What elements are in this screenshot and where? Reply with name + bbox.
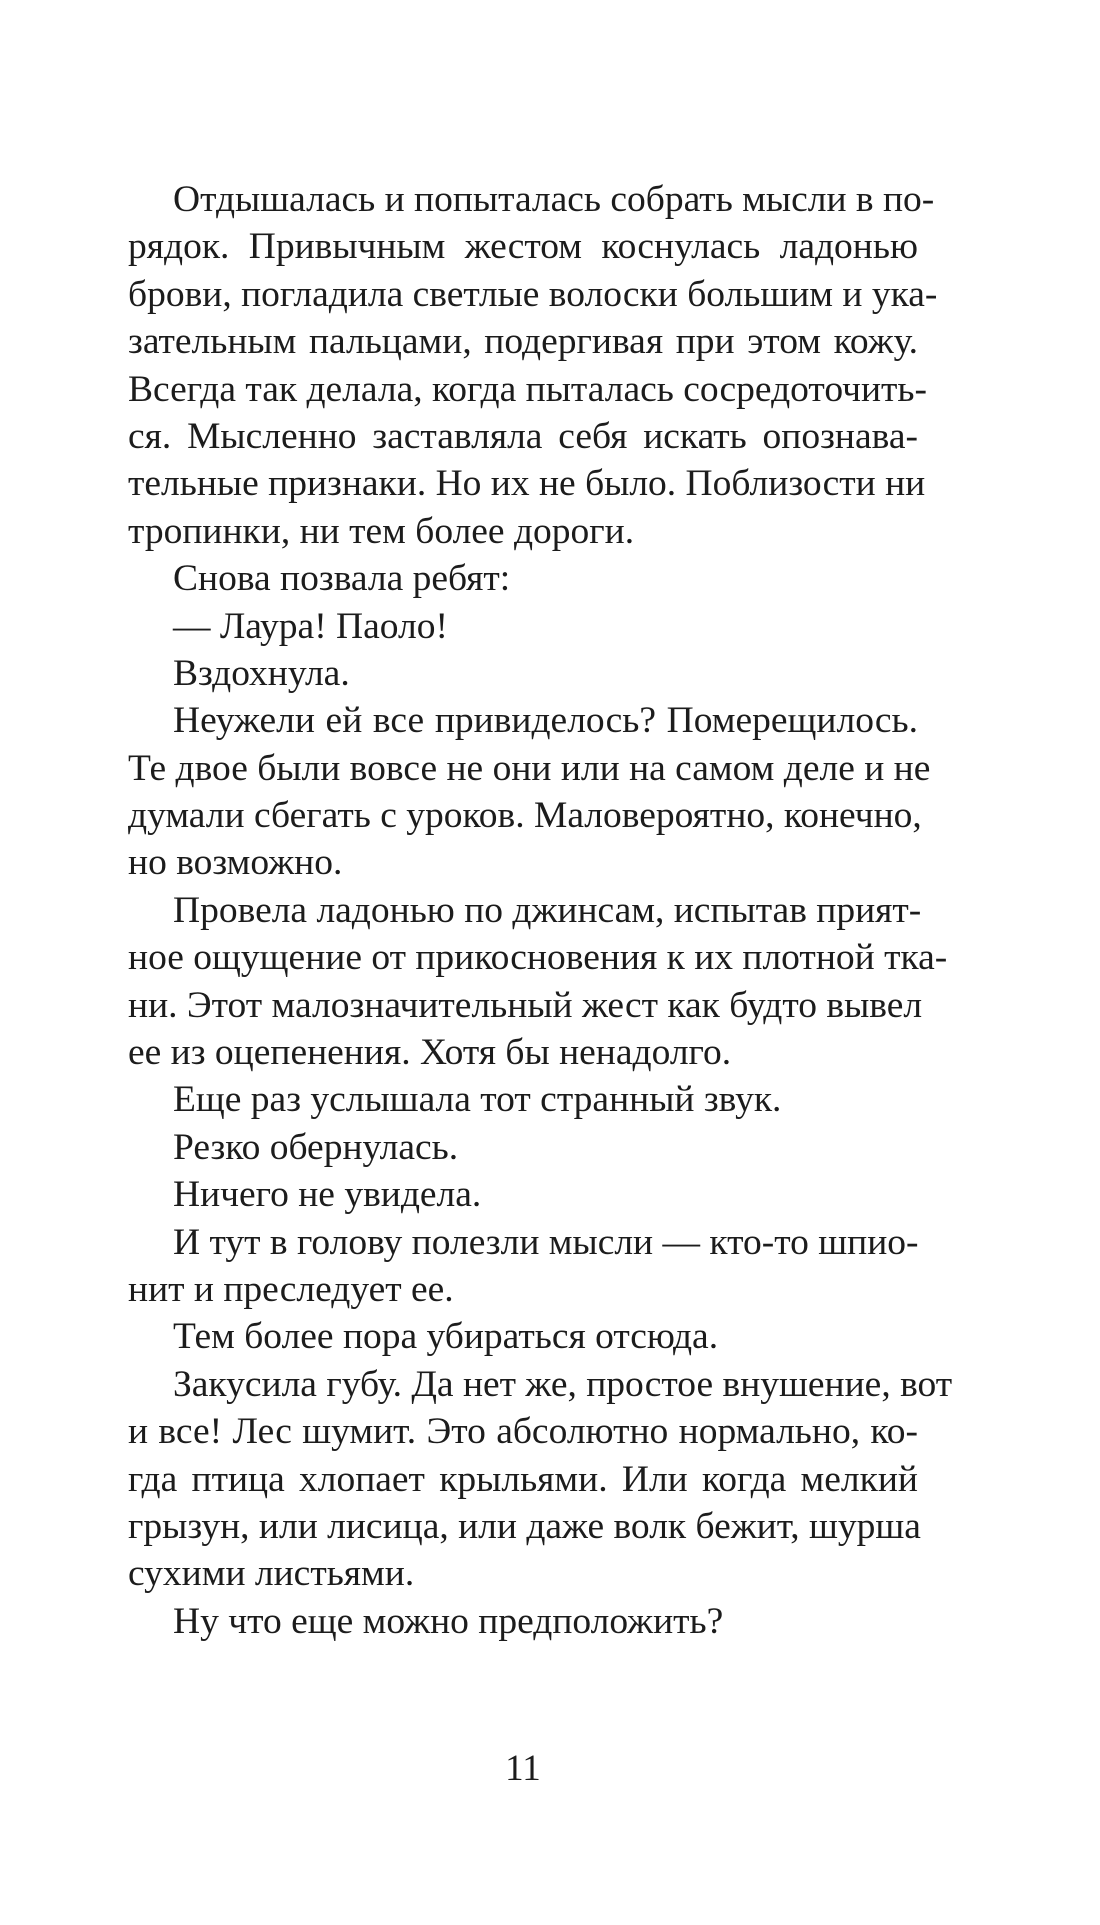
text-line: ное ощущение от прикосновения к их плотной тка- <box>128 937 948 979</box>
page-number: 11 <box>505 1748 541 1789</box>
text-line: сухими листьями. <box>128 1553 415 1595</box>
text-line: Вздохнула. <box>173 652 350 694</box>
text-line: Резко обернулась. <box>173 1126 459 1168</box>
text-line: Отдышалась и попыталась собрать мысли в по- <box>173 179 935 220</box>
text-line: ее из оцепенения. Хотя бы ненадолго. <box>128 1032 732 1074</box>
text-line: И тут в голову полезли мысли — кто-то шпио- <box>173 1221 919 1263</box>
text-line: Снова позвала ребят: <box>173 558 511 600</box>
text-line: грызун, или лисица, или даже волк бежит, шурша <box>128 1505 921 1547</box>
text-line: Неужели ей все привиделось? Померещилось. <box>173 700 918 742</box>
text-line: Ну что еще можно предположить? <box>173 1600 724 1642</box>
text-line: нит и преследует ее. <box>128 1268 454 1310</box>
text-line: тропинки, ни тем более дороги. <box>128 510 635 552</box>
text-line: Те двое были вовсе не они или на самом деле и не <box>128 747 931 789</box>
text-line: и все! Лес шумит. Это абсолютно нормально, ко- <box>128 1411 918 1453</box>
text-line: но возможно. <box>128 842 343 884</box>
text-line: — Лаура! Паоло! <box>173 605 448 647</box>
text-line: Тем более пора убираться отсюда. <box>173 1316 719 1358</box>
book-page <box>128 0 953 1925</box>
text-line: гда птица хлопает крыльями. Или когда мелкий <box>128 1458 918 1500</box>
text-line: тельные признаки. Но их не было. Поблизости ни <box>128 463 926 505</box>
text-line: Ничего не увидела. <box>173 1174 482 1216</box>
text-line: рядок. Привычным жестом коснулась ладонью <box>128 226 918 268</box>
text-line: ся. Мысленно заставляла себя искать опознава- <box>128 415 918 457</box>
text-line: ни. Этот малозначительный жест как будто вывел <box>128 984 923 1026</box>
body-text <box>128 176 953 1645</box>
text-line: Провела ладонью по джинсам, испытав прият- <box>173 889 922 931</box>
text-line: думали сбегать с уроков. Маловероятно, конечно, <box>128 795 922 837</box>
text-line: Закусила губу. Да нет же, простое внушение, вот <box>173 1363 953 1405</box>
text-line: Всегда так делала, когда пыталась сосредоточить- <box>128 368 927 410</box>
text-line: зательным пальцами, подергивая при этом кожу. <box>128 321 918 363</box>
text-line: брови, погладила светлые волоски большим и ука- <box>128 273 938 315</box>
text-line: Еще раз услышала тот странный звук. <box>173 1079 782 1121</box>
